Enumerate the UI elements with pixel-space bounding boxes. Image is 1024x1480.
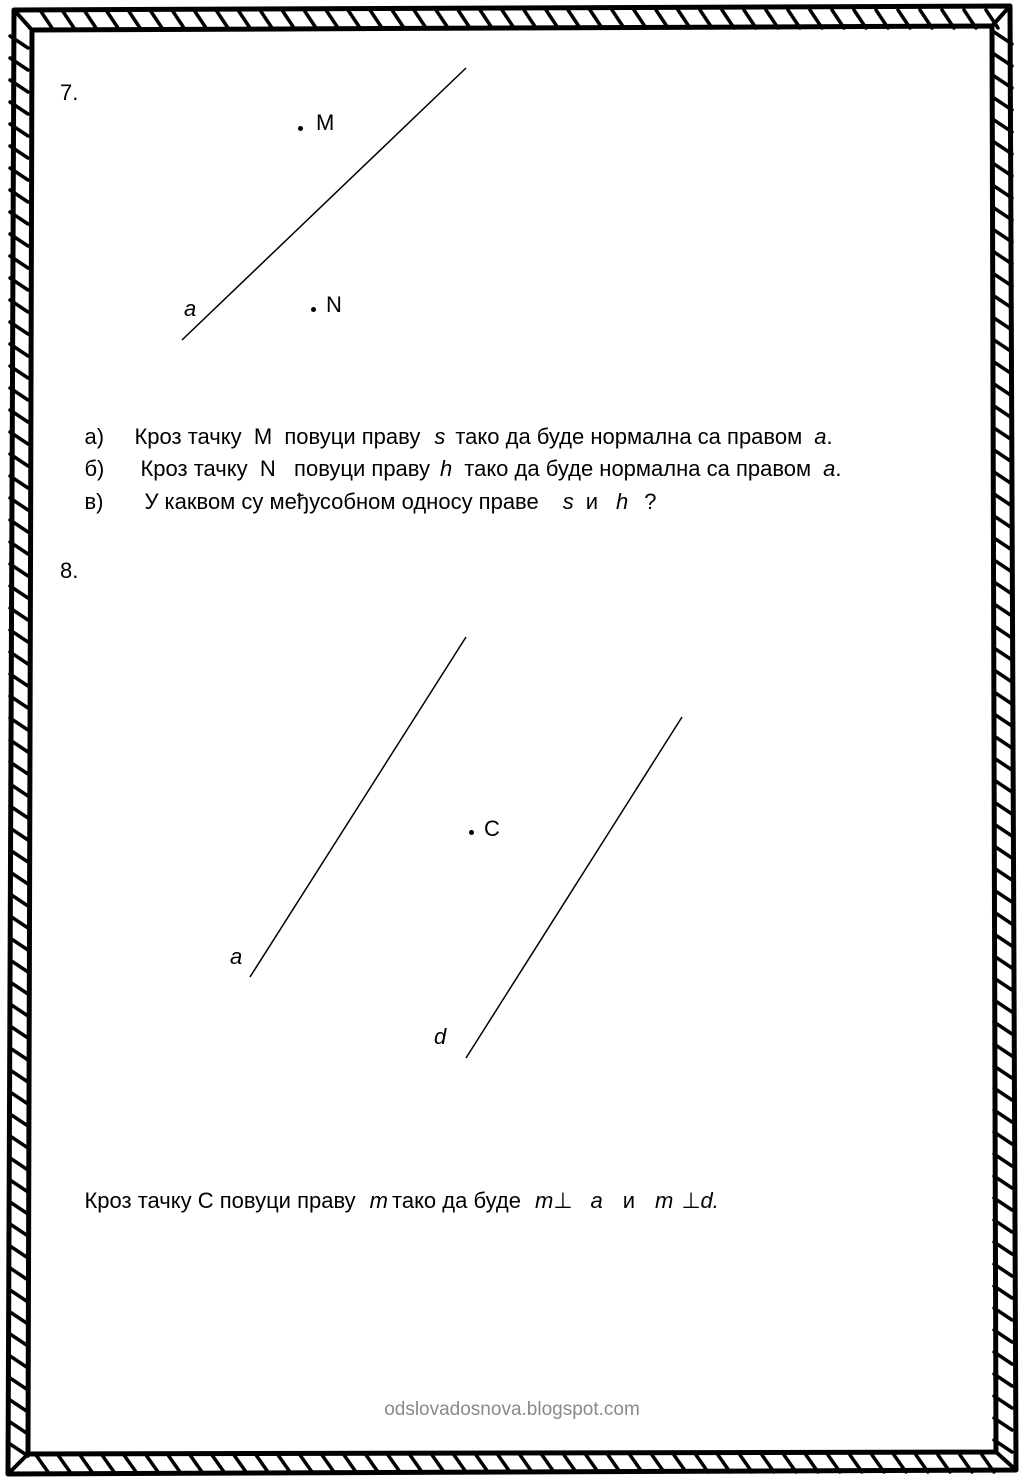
perpendicular-symbol: ⊥ bbox=[681, 1188, 701, 1213]
point-c-label: C bbox=[484, 816, 500, 841]
variable-m: m bbox=[654, 1188, 674, 1213]
variable-h: h bbox=[440, 456, 453, 481]
task8-line-d bbox=[466, 717, 682, 1058]
task7-number: 7. bbox=[60, 80, 79, 105]
item-marker: а) bbox=[84, 424, 105, 449]
task8-line-a-label: a bbox=[230, 944, 243, 969]
task7-item-c: в) У каквом су међусобном односу праве s и h ? bbox=[84, 489, 657, 514]
variable-m: m bbox=[534, 1188, 554, 1213]
item-marker: в) bbox=[84, 489, 104, 514]
task7-item-a: а) Кроз тачку М повуци праву s тако да буде нормална са правом a. bbox=[84, 424, 833, 449]
point-m-label: M bbox=[316, 110, 335, 135]
point-n-label: N bbox=[326, 292, 342, 317]
variable-s: s bbox=[434, 424, 446, 449]
variable-a: a bbox=[823, 456, 836, 481]
task8-line-d-label: d bbox=[434, 1024, 447, 1049]
variable-m: m bbox=[369, 1188, 388, 1213]
task8-instruction: Кроз тачку С повуци праву m тако да буде m⊥ a и m ⊥d. bbox=[84, 1188, 719, 1213]
variable-a: a bbox=[590, 1188, 603, 1213]
footer-source: odslovadosnova.blogspot.com bbox=[384, 1399, 640, 1420]
point-c-dot bbox=[469, 830, 474, 835]
task7-item-b: б) Кроз тачку N повуци праву h тако да буде нормална са правом a. bbox=[84, 456, 842, 481]
task8-line-a bbox=[250, 637, 466, 977]
variable-a: a bbox=[814, 424, 827, 449]
variable-h: h bbox=[616, 489, 629, 514]
variable-s: s bbox=[562, 489, 574, 514]
perpendicular-symbol: ⊥ bbox=[553, 1188, 573, 1213]
task8-number: 8. bbox=[60, 558, 79, 583]
item-marker: б) bbox=[84, 456, 105, 481]
variable-d: d. bbox=[700, 1188, 719, 1213]
task7-line-a-label: a bbox=[184, 296, 197, 321]
